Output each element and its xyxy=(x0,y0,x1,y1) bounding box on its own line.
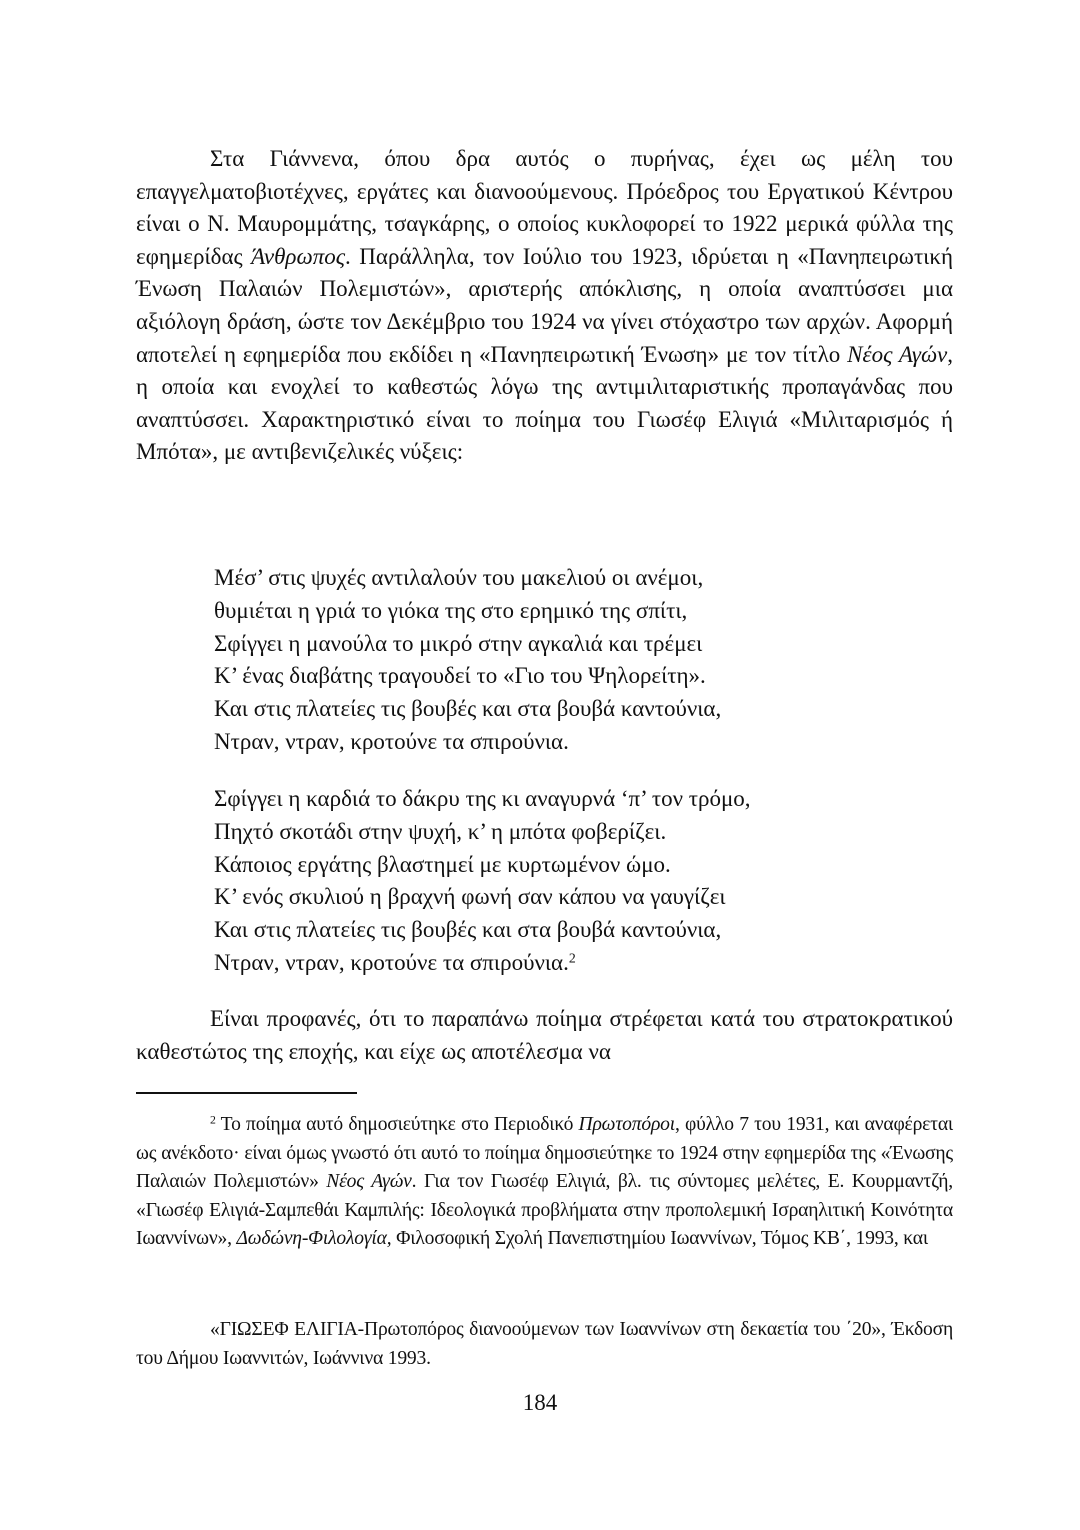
footnote-marker: 2 xyxy=(210,1113,216,1127)
poem-line-last xyxy=(214,947,954,980)
footnote-text: Το ποίημα αυτό δημοσιεύτηκε στο Περιοδικό xyxy=(215,1114,579,1135)
footnote-2-continuation: «ΓΙΩΣΕΦ ΕΛΙΓΙΑ-Πρωτοπόρος διανοούμενων των Ιωαννίνων στη δεκαετία του ΄20», Έκδοση του Δήμου Ιωαννιτών, Ιωάννινα 1993. xyxy=(136,1319,953,1369)
paragraph-text: Στα Γιάννενα, όπου δρα αυτός ο πυρήνας, έχει ως μέλη του επαγγελματοβιοτέχνες, εργάτες και διανοούμενους. Πρόεδρος του Εργατικού Κέντρου είναι ο Ν. Μαυρομμάτης, τσαγκάρης, ο οποίος κυκλοφορεί το 1922 μερικά φύλλα της εφημερίδας xyxy=(136,146,953,269)
poem-line: θυμιέται η γριά το γιόκα της στο ερημικό της σπίτι, xyxy=(214,597,688,623)
poem-line: Πηχτό σκοτάδι στην ψυχή, κ’ η μπότα φοβερίζει. xyxy=(214,818,667,844)
poem-line: Ντραν, ντραν, κροτούνε τα σπιρούνια. xyxy=(214,728,569,754)
newspaper-title: Νέος Αγών xyxy=(326,1171,412,1193)
poem-stanza-1 xyxy=(214,562,954,759)
footnote-text: . Για τον Γιωσέφ Ελιγιά, βλ. τις σύντομες μελέτες, Ε. Κουρμαντζή, «Γιωσέφ Ελιγιά-Σαμπεθάι Καμπιλής: Ιδεολογικά προβλήματα στην προπολεμική Ισραηλιτική Κοινότητα Ιωαννίνων», xyxy=(136,1171,953,1250)
newspaper-title-anthropos: Άνθρωπος xyxy=(251,243,346,269)
paragraph-text: , η οποία και ενοχλεί το καθεστώς λόγω της αντιμιλιταριστικής προπαγάνδας που αναπτύσσει. Χαρακτηριστικό είναι το ποίημα του Γιωσέφ Ελιγιά «Μιλιταρισμός ή Μπότα», με αντιβενιζελικές νύξεις: xyxy=(136,341,953,465)
footnote-reference[interactable]: 2 xyxy=(568,950,576,966)
poem-line: Μέσ’ στις ψυχές αντιλαλούν του μακελιού οι ανέμοι, xyxy=(214,565,704,590)
page-number: 184 xyxy=(522,1390,558,1415)
paragraph-text: . Παράλληλα, τον Ιούλιο του 1923, ιδρύεται η «Πανηπειρωτική Ένωση Παλαιών Πολεμιστών», αριστερής απόκλισης, η οποία αναπτύσσει μια αξιόλογη δράση, ώστε τον Δεκέμβριο του 1924 να γίνει στόχαστρο των αρχών. Αφορμή αποτελεί η εφημερίδα που εκδίδει η «Πανηπειρωτική Ένωση» με τον τίτλο xyxy=(136,243,953,367)
body-paragraph: Είναι προφανές, ότι το παραπάνω ποίημα στρέφεται κατά του στρατοκρατικού καθεστώτος της εποχής, και είχε ως αποτέλεσμα να xyxy=(136,1006,953,1064)
footnote-text: , φύλλο 7 του 1931, και αναφέρεται ως ανέκδοτο· είναι όμως γνωστό ότι αυτό το ποίημα δημοσιεύτηκε το 1924 στην εφημερίδα της «Ένωσης Παλαιών Πολεμιστών» xyxy=(136,1114,953,1193)
footnote-text: Φιλοσοφική Σχολή Πανεπιστημίου Ιωαννίνων, Τόμος ΚΒ΄, 1993, και xyxy=(391,1228,928,1250)
poem-line-text: Ντραν, ντραν, κροτούνε τα σπιρούνια. xyxy=(214,949,569,975)
poem-line: Σφίγγει η μανούλα το μικρό στην αγκαλιά και τρέμει xyxy=(214,630,703,656)
newspaper-title-neos-agon: Νέος Αγών xyxy=(847,341,948,367)
periodical-title: Πρωτοπόροι xyxy=(578,1114,675,1135)
poem-line: Και στις πλατείες τις βουβές και στα βουβά καντούνια, xyxy=(214,917,722,943)
body-paragraph xyxy=(136,143,953,469)
poem-line: Και στις πλατείες τις βουβές και στα βουβά καντούνια, xyxy=(214,696,722,722)
footnote-2 xyxy=(136,1111,953,1254)
footnote-separator xyxy=(136,1092,357,1094)
poem-line: Κ’ ενός σκυλιού η βραχνή φωνή σαν κάπου να γαυγίζει xyxy=(214,884,726,910)
poem-line: Κ’ ένας διαβάτης τραγουδεί το «Γιο του Ψηλορείτη». xyxy=(214,663,706,689)
poem-stanza-2 xyxy=(214,783,954,980)
poem-line: Κάποιος εργάτης βλαστημεί με κυρτωμένον ώμο. xyxy=(214,851,671,877)
journal-title: Δωδώνη-Φιλολογία, xyxy=(236,1228,392,1250)
poem-line: Σφίγγει η καρδιά το δάκρυ της κι αναγυρνά ‘π’ τον τρόμο, xyxy=(214,786,751,811)
